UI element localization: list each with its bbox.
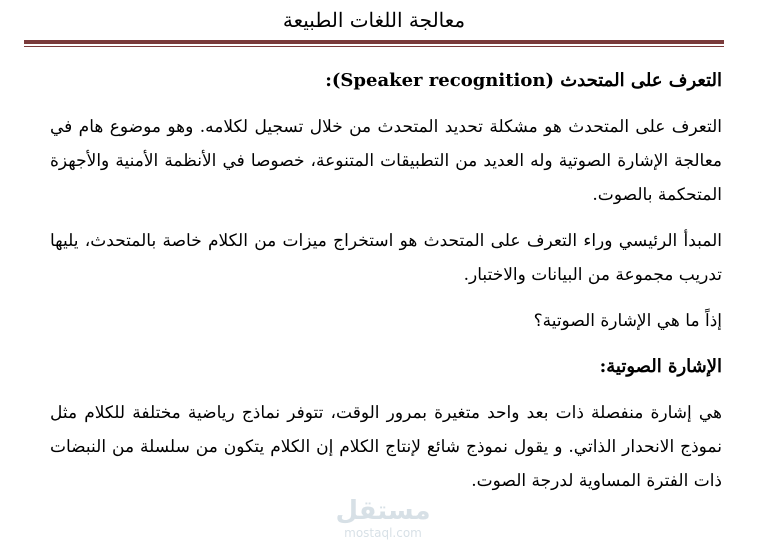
section-heading-speaker-recognition: التعرف على المتحدث (Speaker recognition): bbox=[325, 70, 722, 91]
paragraph-speaker-principle: المبدأ الرئيسي وراء التعرف على المتحدث هو استخراج ميزات من الكلام خاصة بالمتحدث، يليها تدريب مجموعة من البيانات والاختبار. bbox=[50, 231, 722, 285]
header-divider-thin bbox=[24, 46, 724, 47]
header-divider-thick bbox=[24, 40, 724, 44]
page-header-title: معالجة اللغات الطبيعة bbox=[282, 8, 466, 32]
paragraph-speaker-definition: التعرف على المتحدث هو مشكلة تحديد المتحدث من خلال تسجيل لكلامه. وهو موضوع هام في معالجة الإشارة الصوتية وله العديد من التطبيقات المتنوعة، خصوصا في الأنظمة الأمنية والأجهزة المتحكمة بالصوت. bbox=[50, 117, 722, 205]
watermark-logo-text: مستقل bbox=[335, 496, 431, 526]
paragraph-audio-signal: هي إشارة منفصلة ذات بعد واحد متغيرة بمرور الوقت، تتوفر نماذج رياضية مختلفة للكلام مثل نموذج الانحدار الذاتي. و يقول نموذج شائع لإنتاج الكلام إن الكلام يتكون من سلسلة من النبضات ذات الفترة المساوية لدرجة الصوت. bbox=[50, 403, 722, 491]
section-heading-audio-signal: الإشارة الصوتية: bbox=[599, 356, 722, 377]
paragraph-question: إذاً ما هي الإشارة الصوتية؟ bbox=[533, 311, 722, 331]
watermark-site-text: mostaql.com bbox=[344, 526, 422, 540]
watermark-logo bbox=[328, 496, 438, 546]
document-body bbox=[50, 64, 722, 510]
